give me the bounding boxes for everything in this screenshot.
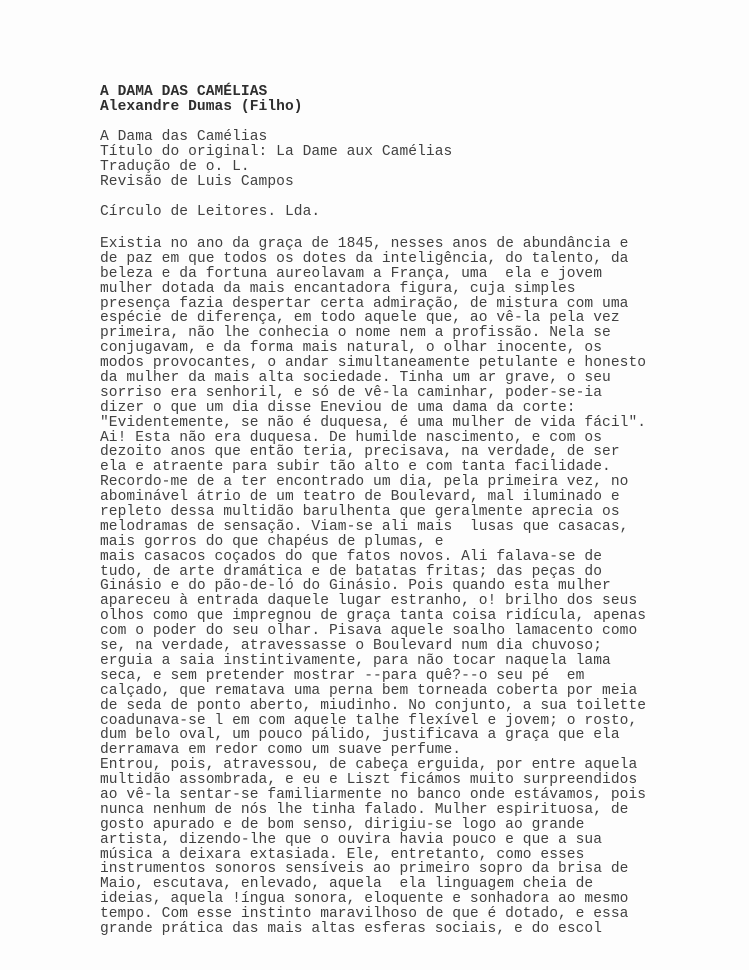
body-text <box>100 237 646 937</box>
text-line: mais casacos coçados do que fatos novos. Ali falava-se de <box>100 548 603 565</box>
text-line: derramava em redor como um suave perfume. <box>100 742 462 759</box>
text-line: beleza e da fortuna aureolavam a França, uma ela e jovem <box>100 265 603 282</box>
text-line: dum belo oval, um pouco pálido, justificava a graça que ela <box>100 727 620 744</box>
text-line: primeira, não lhe conhecia o nome nem a profissão. Nela se <box>100 325 611 342</box>
text-line: grande prática das mais altas esferas sociais, e do escol <box>100 920 603 937</box>
text-line: A DAMA DAS CAMÉLIAS <box>100 84 268 100</box>
text-line: nunca nenhum de nós lhe tinha falado. Mulher espirituosa, de <box>100 801 629 818</box>
text-line: Revisão de Luis Campos <box>100 174 294 190</box>
spacer <box>100 190 646 205</box>
text-line: Alexandre Dumas (Filho) <box>100 99 303 115</box>
text-line: de paz em que todos os dotes da inteligência, do talento, da <box>100 250 629 267</box>
text-line: seca, e sem pretender mostrar --para quê?--o seu pé em <box>100 667 585 684</box>
text-line: erguia a saia instintivamente, para não tocar naquela lama <box>100 652 611 669</box>
text-block <box>100 85 646 937</box>
text-line: ao vê-la sentar-se familiarmente no banco onde estávamos, pois <box>100 786 647 803</box>
text-line: multidão assombrada, e eu e Liszt ficámos muito surpreendidos <box>100 772 638 789</box>
text-line: tudo, de arte dramática e de batatas fritas; das peças do <box>100 563 603 580</box>
text-line: modos provocantes, o andar simultaneamente petulante e honesto <box>100 355 647 372</box>
book-title-block <box>100 85 646 115</box>
text-line: coadunava-se l em com aquele talhe flexível e jovem; o rosto, <box>100 712 638 729</box>
edition-meta-block <box>100 130 646 190</box>
text-line: ela e atraente para subir tão alto e com tanta facilidade. <box>100 459 611 476</box>
text-line: da mulher da mais alta sociedade. Tinha um ar grave, o seu <box>100 370 611 387</box>
text-line: Recordo-me de a ter encontrado um dia, pela primeira vez, no <box>100 474 629 491</box>
text-line: gosto apurado e de bom senso, dirigiu-se logo ao grande <box>100 816 585 833</box>
text-line: Maio, escutava, enlevado, aquela ela linguagem cheia de <box>100 876 594 893</box>
spacer <box>100 220 646 235</box>
text-line: presença fazia despertar certa admiração, de mistura com uma <box>100 295 629 312</box>
text-line: melodramas de sensação. Viam-se ali mais lusas que casacas, <box>100 518 629 535</box>
text-line: conjugavam, e da forma mais natural, o olhar inocente, os <box>100 340 603 357</box>
text-line: apareceu à entrada daquele lugar estranho, o! brilho dos seus <box>100 593 638 610</box>
text-line: de seda de ponto aberto, miudinho. No conjunto, a sua toilette <box>100 697 647 714</box>
text-line: dizer o que um dia disse Eneviou de uma dama da corte: <box>100 399 576 416</box>
text-line: Ai! Esta não era duquesa. De humilde nascimento, e com os <box>100 429 603 446</box>
text-line: se, na verdade, atravessasse o Boulevard num dia chuvoso; <box>100 638 603 655</box>
text-line: repleto dessa multidão barulhenta que geralmente aprecia os <box>100 504 620 521</box>
text-line: A Dama das Camélias <box>100 129 268 145</box>
text-line: espécie de diferença, em todo aquele que, ao vê-la pela vez <box>100 310 620 327</box>
text-line: instrumentos sonoros sensíveis ao primeiro sopro da brisa de <box>100 861 629 878</box>
text-line: calçado, que rematava uma perna bem torneada coberta por meia <box>100 682 638 699</box>
spacer <box>100 115 646 130</box>
text-line: Ginásio e do pão-de-ló do Ginásio. Pois quando esta mulher <box>100 578 611 595</box>
text-line: artista, dizendo-lhe que o ouvira havia pouco e que a sua <box>100 831 603 848</box>
text-line: música a deixara extasiada. Ele, entretanto, como esses <box>100 846 585 863</box>
text-line: Existia no ano da graça de 1845, nesses anos de abundância e <box>100 236 629 252</box>
text-line: Tradução de o. L. <box>100 159 250 175</box>
text-line: com o poder do seu olhar. Pisava aquele soalho lamacento como <box>100 623 638 640</box>
text-line: dezoito anos que então teria, precisava, na verdade, de ser <box>100 444 620 461</box>
text-line: Entrou, pois, atravessou, de cabeça erguida, por entre aquela <box>100 757 638 774</box>
text-line: olhos como que impregnou de graça tanta coisa ridícula, apenas <box>100 608 647 625</box>
text-line: mais gorros do que chapéus de plumas, e <box>100 533 444 550</box>
text-line: abominável átrio de um teatro de Boulevard, mal iluminado e <box>100 489 620 506</box>
text-line: "Evidentemente, se não é duquesa, é uma mulher de vida fácil". <box>100 414 647 431</box>
text-line: mulher dotada da mais encantadora figura, cuja simples <box>100 280 576 297</box>
text-line: tempo. Com esse instinto maravilhoso de que é dotado, e essa <box>100 906 629 923</box>
publisher-line: Círculo de Leitores. Lda. <box>100 204 321 220</box>
text-line: sorriso era senhoril, e só de vê-la caminhar, poder-se-ia <box>100 384 603 401</box>
text-line: ideias, aquela !íngua sonora, eloquente e sonhadora ao mesmo <box>100 891 629 908</box>
text-line: Título do original: La Dame aux Camélias <box>100 144 453 160</box>
